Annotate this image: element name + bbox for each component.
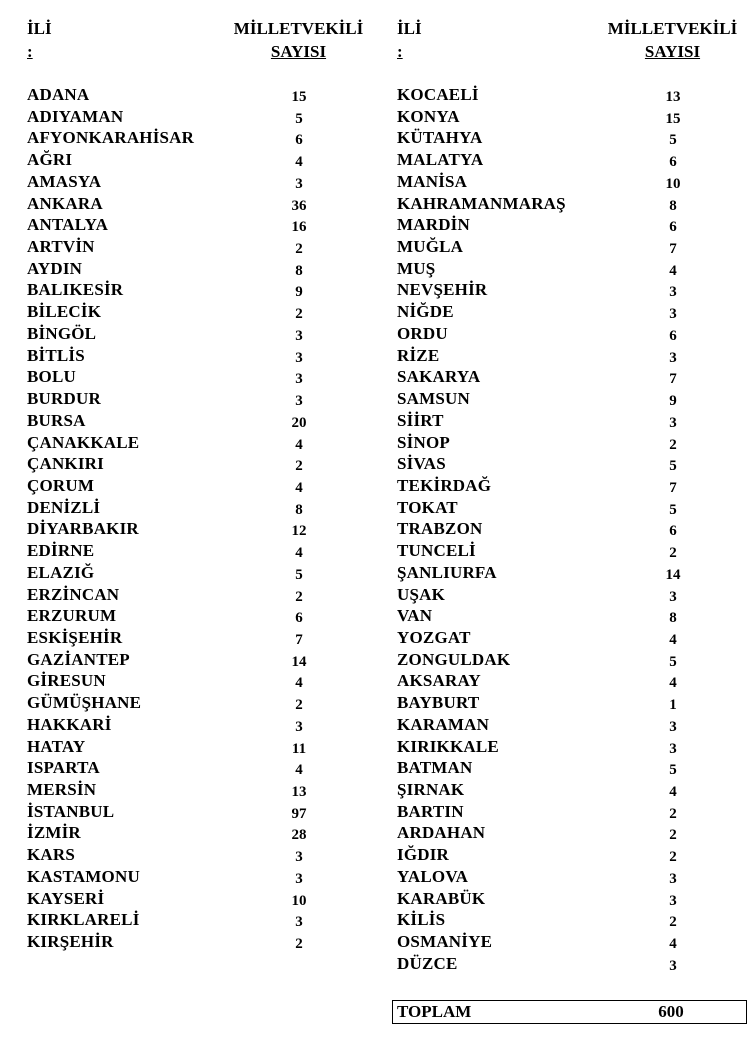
right-count-header-title: MİLLETVEKİLİ xyxy=(607,19,738,38)
province-row xyxy=(27,757,367,779)
province-row xyxy=(27,323,367,345)
deputy-count: 2 xyxy=(669,849,677,866)
province-name: ELAZIĞ xyxy=(27,562,95,582)
province-name: KIRKLARELİ xyxy=(27,910,140,930)
deputy-count: 11 xyxy=(291,740,307,757)
province-name: TRABZON xyxy=(397,519,483,539)
deputy-count: 7 xyxy=(295,631,303,648)
deputy-count: 3 xyxy=(295,718,303,735)
deputy-count: 6 xyxy=(669,219,677,236)
province-row xyxy=(397,366,742,388)
province-row xyxy=(27,736,367,758)
deputy-count: 4 xyxy=(295,762,303,779)
deputy-count: 2 xyxy=(669,436,677,453)
province-name: KIRŞEHİR xyxy=(27,932,114,952)
province-row xyxy=(27,149,367,171)
province-name: İSTANBUL xyxy=(27,801,115,821)
province-name: KÜTAHYA xyxy=(397,128,483,148)
province-name: KONYA xyxy=(397,106,460,126)
deputy-count: 2 xyxy=(295,241,303,258)
deputy-count: 3 xyxy=(295,870,303,887)
province-row xyxy=(397,193,742,215)
province-row xyxy=(27,627,367,649)
province-row xyxy=(397,562,742,584)
province-name: GÜMÜŞHANE xyxy=(27,693,142,713)
deputy-count: 3 xyxy=(295,349,303,366)
deputy-count: 3 xyxy=(669,718,677,735)
province-name: BAYBURT xyxy=(397,693,480,713)
deputy-count: 9 xyxy=(295,284,303,301)
deputy-count: 2 xyxy=(295,588,303,605)
province-name: KARS xyxy=(27,845,76,865)
deputy-count: 7 xyxy=(669,479,677,496)
right-province-header xyxy=(397,18,422,62)
province-name: BİTLİS xyxy=(27,345,85,365)
province-row xyxy=(397,584,742,606)
deputy-count: 28 xyxy=(291,827,307,844)
province-row xyxy=(27,127,367,149)
deputy-count: 15 xyxy=(291,89,307,105)
province-row xyxy=(397,844,742,866)
deputy-count: 4 xyxy=(669,936,677,953)
deputy-count: 8 xyxy=(669,197,677,214)
province-name: ÇORUM xyxy=(27,475,95,495)
province-row xyxy=(397,649,742,671)
province-name: GAZİANTEP xyxy=(27,649,130,669)
right-province-header-colon: : xyxy=(397,42,403,61)
province-row xyxy=(397,127,742,149)
province-row xyxy=(397,410,742,432)
deputy-count: 5 xyxy=(669,458,677,475)
province-name: ÇANKIRI xyxy=(27,454,104,474)
province-row xyxy=(27,801,367,823)
province-name: ARTVİN xyxy=(27,237,95,257)
province-row xyxy=(27,562,367,584)
province-name: DENİZLİ xyxy=(27,497,101,517)
province-name: BOLU xyxy=(27,367,76,387)
province-row xyxy=(397,475,742,497)
deputy-count: 36 xyxy=(291,197,307,214)
deputy-count: 2 xyxy=(669,914,677,931)
province-row xyxy=(27,605,367,627)
right-province-header-title: İLİ xyxy=(397,19,422,38)
deputy-count: 3 xyxy=(669,284,677,301)
deputy-count: 3 xyxy=(669,892,677,909)
province-name: KİLİS xyxy=(397,910,446,930)
province-row xyxy=(27,540,367,562)
province-row xyxy=(397,518,742,540)
province-row xyxy=(397,779,742,801)
province-row xyxy=(27,410,367,432)
province-name: BİNGÖL xyxy=(27,323,97,343)
province-name: BARTIN xyxy=(397,801,464,821)
province-name: KOCAELİ xyxy=(397,85,479,104)
province-name: AMASYA xyxy=(27,171,102,191)
province-row xyxy=(397,258,742,280)
province-row xyxy=(27,649,367,671)
province-name: IĞDIR xyxy=(397,845,450,865)
province-name: AĞRI xyxy=(27,150,73,170)
province-name: SİNOP xyxy=(397,432,450,452)
province-row xyxy=(27,670,367,692)
province-row xyxy=(397,736,742,758)
deputy-count: 8 xyxy=(295,501,303,518)
deputy-count: 8 xyxy=(295,262,303,279)
deputy-count: 5 xyxy=(669,132,677,149)
province-name: HAKKARİ xyxy=(27,714,112,734)
total-label: TOPLAM xyxy=(397,1002,472,1021)
province-row xyxy=(397,432,742,454)
province-name: ADIYAMAN xyxy=(27,106,124,126)
province-row xyxy=(397,801,742,823)
province-name: ISPARTA xyxy=(27,758,100,778)
province-name: MARDİN xyxy=(397,215,470,235)
province-row xyxy=(397,301,742,323)
left-province-list xyxy=(27,84,367,953)
province-row xyxy=(397,279,742,301)
deputy-count: 2 xyxy=(669,805,677,822)
deputy-count: 2 xyxy=(669,545,677,562)
province-name: KASTAMONU xyxy=(27,866,140,886)
deputy-count: 3 xyxy=(295,371,303,388)
province-row xyxy=(397,497,742,519)
deputy-count: 2 xyxy=(669,827,677,844)
province-name: KARABÜK xyxy=(397,888,486,908)
province-name: KIRIKKALE xyxy=(397,736,499,756)
province-row xyxy=(397,714,742,736)
deputy-count: 5 xyxy=(295,566,303,583)
province-row xyxy=(397,323,742,345)
province-row xyxy=(397,149,742,171)
deputy-count: 3 xyxy=(295,327,303,344)
province-name: BATMAN xyxy=(397,758,473,778)
province-name: MALATYA xyxy=(397,150,484,170)
deputy-count: 14 xyxy=(665,566,681,583)
province-row xyxy=(27,84,367,106)
province-row xyxy=(397,627,742,649)
province-row xyxy=(397,453,742,475)
province-name: SİVAS xyxy=(397,454,446,474)
deputy-count: 20 xyxy=(291,414,307,431)
province-name: BURDUR xyxy=(27,389,101,409)
deputy-count: 3 xyxy=(295,849,303,866)
deputy-count: 3 xyxy=(669,870,677,887)
deputy-count: 8 xyxy=(669,610,677,627)
province-row xyxy=(27,366,367,388)
province-row xyxy=(27,432,367,454)
province-name: BİLECİK xyxy=(27,302,102,322)
province-name: ARDAHAN xyxy=(397,823,486,843)
province-row xyxy=(27,193,367,215)
deputy-count: 4 xyxy=(295,154,303,171)
province-name: ADANA xyxy=(27,85,90,104)
province-row xyxy=(27,692,367,714)
province-name: NEVŞEHİR xyxy=(397,280,488,300)
province-row xyxy=(397,909,742,931)
province-row xyxy=(397,822,742,844)
deputy-count: 16 xyxy=(291,219,307,236)
province-row xyxy=(27,301,367,323)
deputy-count: 4 xyxy=(669,631,677,648)
deputy-count: 2 xyxy=(295,697,303,714)
province-name: SİİRT xyxy=(397,410,444,430)
left-count-header xyxy=(226,18,371,62)
province-name: VAN xyxy=(397,606,433,626)
left-province-header-colon: : xyxy=(27,42,33,61)
province-row xyxy=(27,931,367,953)
province-row xyxy=(397,106,742,128)
province-name: HATAY xyxy=(27,736,86,756)
province-row xyxy=(27,888,367,910)
province-row xyxy=(27,106,367,128)
province-name: ŞANLIURFA xyxy=(397,562,497,582)
province-name: RİZE xyxy=(397,345,440,365)
province-name: ERZURUM xyxy=(27,606,117,626)
province-name: ESKİŞEHİR xyxy=(27,627,123,647)
deputy-count: 5 xyxy=(669,501,677,518)
province-name: AYDIN xyxy=(27,258,83,278)
deputy-count: 10 xyxy=(291,892,307,909)
province-row xyxy=(397,388,742,410)
province-row xyxy=(27,236,367,258)
deputy-count: 6 xyxy=(295,132,303,149)
province-name: TOKAT xyxy=(397,497,458,517)
province-row xyxy=(27,779,367,801)
province-name: SAKARYA xyxy=(397,367,481,387)
province-row xyxy=(397,866,742,888)
province-name: DÜZCE xyxy=(397,953,458,973)
deputy-count: 4 xyxy=(669,675,677,692)
deputy-count: 14 xyxy=(291,653,307,670)
province-name: KAYSERİ xyxy=(27,888,105,908)
deputy-count: 2 xyxy=(295,936,303,953)
deputy-count: 15 xyxy=(665,110,681,127)
province-name: AFYONKARAHİSAR xyxy=(27,128,195,148)
deputy-count: 12 xyxy=(291,523,307,540)
province-row xyxy=(27,171,367,193)
province-row xyxy=(397,605,742,627)
province-name: KAHRAMANMARAŞ xyxy=(397,193,566,213)
deputy-count: 5 xyxy=(669,653,677,670)
province-name: UŞAK xyxy=(397,584,446,604)
province-name: ANTALYA xyxy=(27,215,109,235)
province-name: MUŞ xyxy=(397,258,436,278)
province-row xyxy=(27,453,367,475)
province-row xyxy=(27,584,367,606)
province-row xyxy=(397,236,742,258)
province-row xyxy=(27,844,367,866)
province-row xyxy=(27,345,367,367)
province-row xyxy=(397,888,742,910)
province-name: DİYARBAKIR xyxy=(27,519,139,539)
province-name: MUĞLA xyxy=(397,237,464,257)
deputy-count: 3 xyxy=(669,588,677,605)
deputy-count: 3 xyxy=(669,349,677,366)
province-name: ERZİNCAN xyxy=(27,584,120,604)
deputy-count: 7 xyxy=(669,371,677,388)
deputy-count: 6 xyxy=(295,610,303,627)
province-name: BALIKESİR xyxy=(27,280,124,300)
province-row xyxy=(27,214,367,236)
province-row xyxy=(27,279,367,301)
province-row xyxy=(397,345,742,367)
province-name: NİĞDE xyxy=(397,302,454,322)
right-count-header xyxy=(600,18,745,62)
province-row xyxy=(27,909,367,931)
province-row xyxy=(27,475,367,497)
left-count-header-subtitle: SAYISI xyxy=(270,42,327,61)
deputy-count: 3 xyxy=(669,740,677,757)
deputy-count: 3 xyxy=(669,414,677,431)
province-row xyxy=(397,171,742,193)
province-name: SAMSUN xyxy=(397,389,470,409)
province-name: YALOVA xyxy=(397,866,469,886)
province-name: ANKARA xyxy=(27,193,103,213)
deputy-count: 3 xyxy=(295,175,303,192)
province-row xyxy=(397,214,742,236)
deputy-count: 9 xyxy=(669,393,677,410)
deputy-count: 1 xyxy=(669,697,677,714)
deputy-count: 2 xyxy=(295,458,303,475)
province-name: İZMİR xyxy=(27,823,81,843)
province-name: BURSA xyxy=(27,410,86,430)
province-row xyxy=(397,757,742,779)
province-row xyxy=(397,670,742,692)
province-row xyxy=(397,540,742,562)
province-row xyxy=(397,692,742,714)
deputy-count: 3 xyxy=(295,914,303,931)
deputy-count: 6 xyxy=(669,523,677,540)
province-row xyxy=(27,822,367,844)
deputy-count: 3 xyxy=(669,957,677,974)
right-province-list xyxy=(397,84,742,974)
deputy-count: 6 xyxy=(669,154,677,171)
deputy-count: 6 xyxy=(669,327,677,344)
deputy-count: 13 xyxy=(665,89,681,105)
province-name: ZONGULDAK xyxy=(397,649,511,669)
province-row xyxy=(27,258,367,280)
province-name: ÇANAKKALE xyxy=(27,432,140,452)
province-name: ŞIRNAK xyxy=(397,780,465,799)
deputy-count: 4 xyxy=(295,436,303,453)
deputy-count: 10 xyxy=(665,175,681,192)
deputy-count: 13 xyxy=(291,784,307,800)
province-name: OSMANİYE xyxy=(397,932,493,952)
deputy-count: 5 xyxy=(295,110,303,127)
province-name: YOZGAT xyxy=(397,627,471,647)
left-province-header xyxy=(27,18,52,62)
province-row xyxy=(27,388,367,410)
deputy-count: 4 xyxy=(669,784,677,800)
province-name: MANİSA xyxy=(397,171,468,191)
province-row xyxy=(27,866,367,888)
province-row xyxy=(27,518,367,540)
deputy-count: 3 xyxy=(295,393,303,410)
deputy-count: 4 xyxy=(295,545,303,562)
province-row xyxy=(27,714,367,736)
total-box xyxy=(392,1000,747,1024)
province-name: KARAMAN xyxy=(397,714,490,734)
deputy-count: 3 xyxy=(669,306,677,323)
deputy-count: 7 xyxy=(669,241,677,258)
deputy-count: 97 xyxy=(291,805,307,822)
province-name: AKSARAY xyxy=(397,671,481,691)
deputy-count: 4 xyxy=(669,262,677,279)
province-row xyxy=(27,497,367,519)
left-count-header-title: MİLLETVEKİLİ xyxy=(233,19,364,38)
province-row xyxy=(397,84,742,106)
total-value: 600 xyxy=(658,1002,684,1021)
province-row xyxy=(397,931,742,953)
province-name: ORDU xyxy=(397,323,448,343)
province-name: TUNCELİ xyxy=(397,541,476,561)
deputy-count: 4 xyxy=(295,675,303,692)
province-name: MERSİN xyxy=(27,780,97,799)
left-province-header-title: İLİ xyxy=(27,19,52,38)
province-name: TEKİRDAĞ xyxy=(397,475,492,495)
right-count-header-subtitle: SAYISI xyxy=(644,42,701,61)
deputy-count: 4 xyxy=(295,479,303,496)
deputy-count: 2 xyxy=(295,306,303,323)
deputy-count: 5 xyxy=(669,762,677,779)
province-name: EDİRNE xyxy=(27,541,95,561)
province-row xyxy=(397,953,742,975)
province-name: GİRESUN xyxy=(27,671,106,691)
